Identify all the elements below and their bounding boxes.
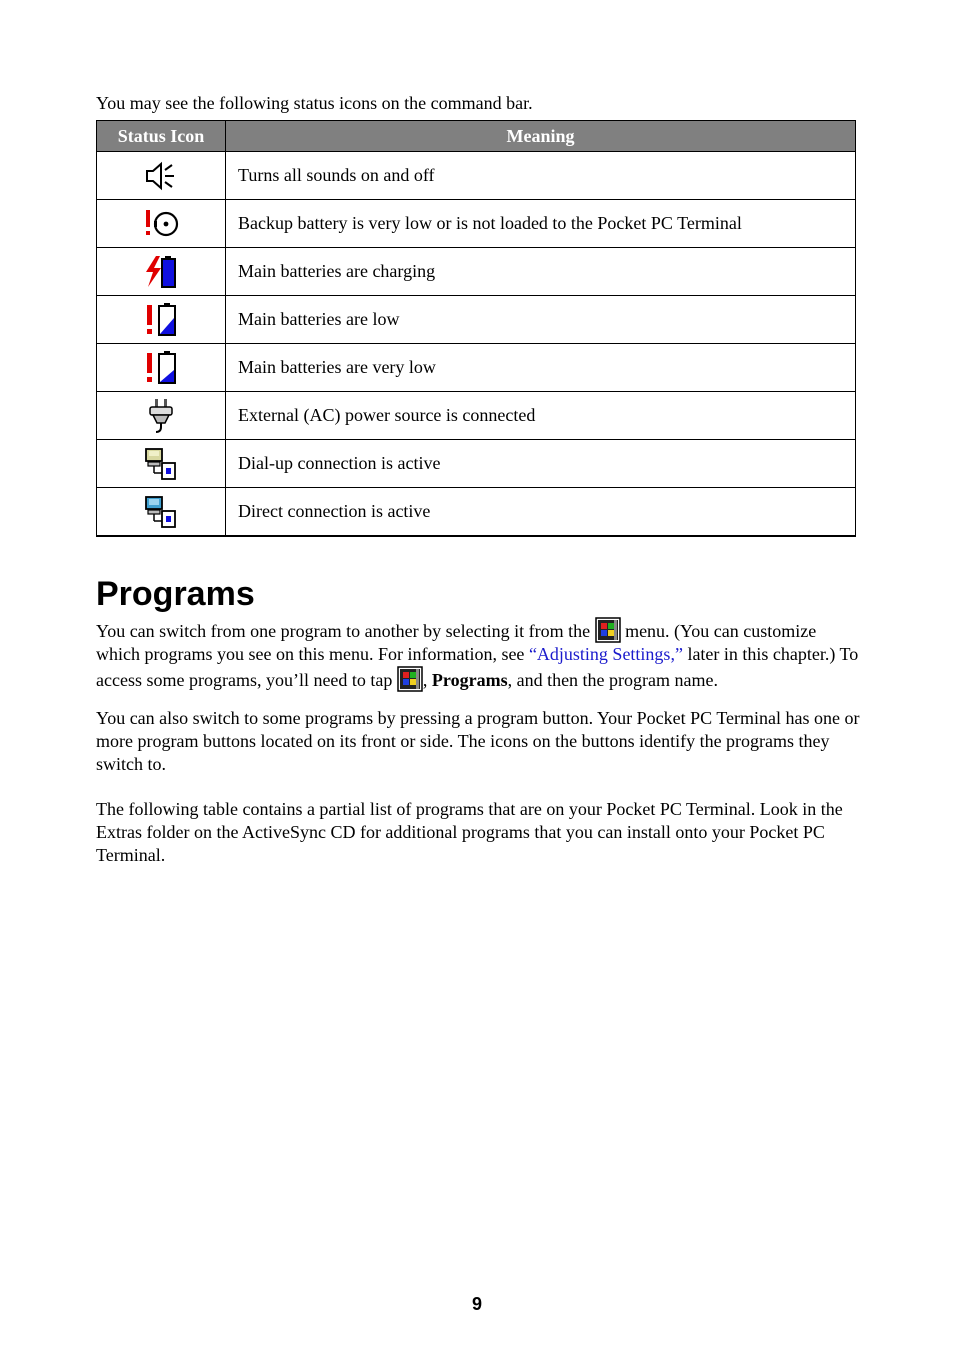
paragraph-programs-table-intro	[96, 798, 860, 866]
paragraph-program-buttons	[96, 707, 860, 775]
row-meaning: Direct connection is active	[226, 488, 856, 537]
row-meaning: Backup battery is very low or is not loaded to the Pocket PC Terminal	[226, 200, 856, 248]
p2-text: You can also switch to some programs by pressing a program button. Your Pocket PC Terminal has one or more program buttons located on its front or side. The icons on the buttons identify the programs they switch to.	[96, 708, 860, 774]
intro-text: You may see the following status icons on the command bar.	[96, 93, 533, 113]
paragraph-programs-switch	[96, 617, 860, 692]
table-row	[97, 344, 856, 392]
p3-text: The following table contains a partial list of programs that are on your Pocket PC Terminal. Look in the Extras folder on the ActiveSync CD for additional programs that you can install onto your Pocket PC Terminal.	[96, 799, 843, 865]
table-row	[97, 392, 856, 440]
header-meaning: Meaning	[226, 121, 856, 152]
battery-low-icon	[142, 301, 180, 339]
dialup-connection-icon	[142, 445, 180, 483]
windows-start-icon	[595, 617, 621, 643]
row-meaning: Turns all sounds on and off	[226, 152, 856, 200]
speaker-icon	[142, 157, 180, 195]
table-row	[97, 488, 856, 537]
backup-battery-warning-icon	[142, 205, 180, 243]
p1-text-e: , and then the program name.	[507, 669, 719, 690]
battery-very-low-icon	[142, 349, 180, 387]
table-header-row	[97, 121, 856, 152]
windows-start-icon	[397, 666, 423, 692]
ac-power-plug-icon	[142, 397, 180, 435]
table-row	[97, 152, 856, 200]
battery-charging-icon	[142, 253, 180, 291]
programs-bold: Programs	[431, 669, 508, 690]
section-heading: Programs	[96, 575, 255, 613]
p1-text-c: later in this chapter.) To access some programs, you’ll need to tap	[96, 644, 859, 690]
row-meaning: External (AC) power source is connected	[226, 392, 856, 440]
direct-connection-icon	[142, 493, 180, 531]
adjusting-settings-link[interactable]: “Adjusting Settings,”	[528, 644, 683, 664]
row-meaning: Main batteries are very low	[226, 344, 856, 392]
table-row	[97, 248, 856, 296]
p1-text-d: ,	[422, 669, 432, 690]
table-row	[97, 296, 856, 344]
p1-text-b: menu. (You can customize which programs you see on this menu. For information, see	[96, 621, 817, 664]
table-row	[97, 200, 856, 248]
page-number: 9	[471, 1294, 482, 1314]
p1-text-a: You can switch from one program to another by selecting it from the	[96, 621, 595, 641]
row-meaning: Main batteries are charging	[226, 248, 856, 296]
header-status-icon: Status Icon	[97, 121, 226, 152]
status-icon-table	[96, 120, 856, 537]
table-row	[97, 440, 856, 488]
row-meaning: Main batteries are low	[226, 296, 856, 344]
row-meaning: Dial-up connection is active	[226, 440, 856, 488]
